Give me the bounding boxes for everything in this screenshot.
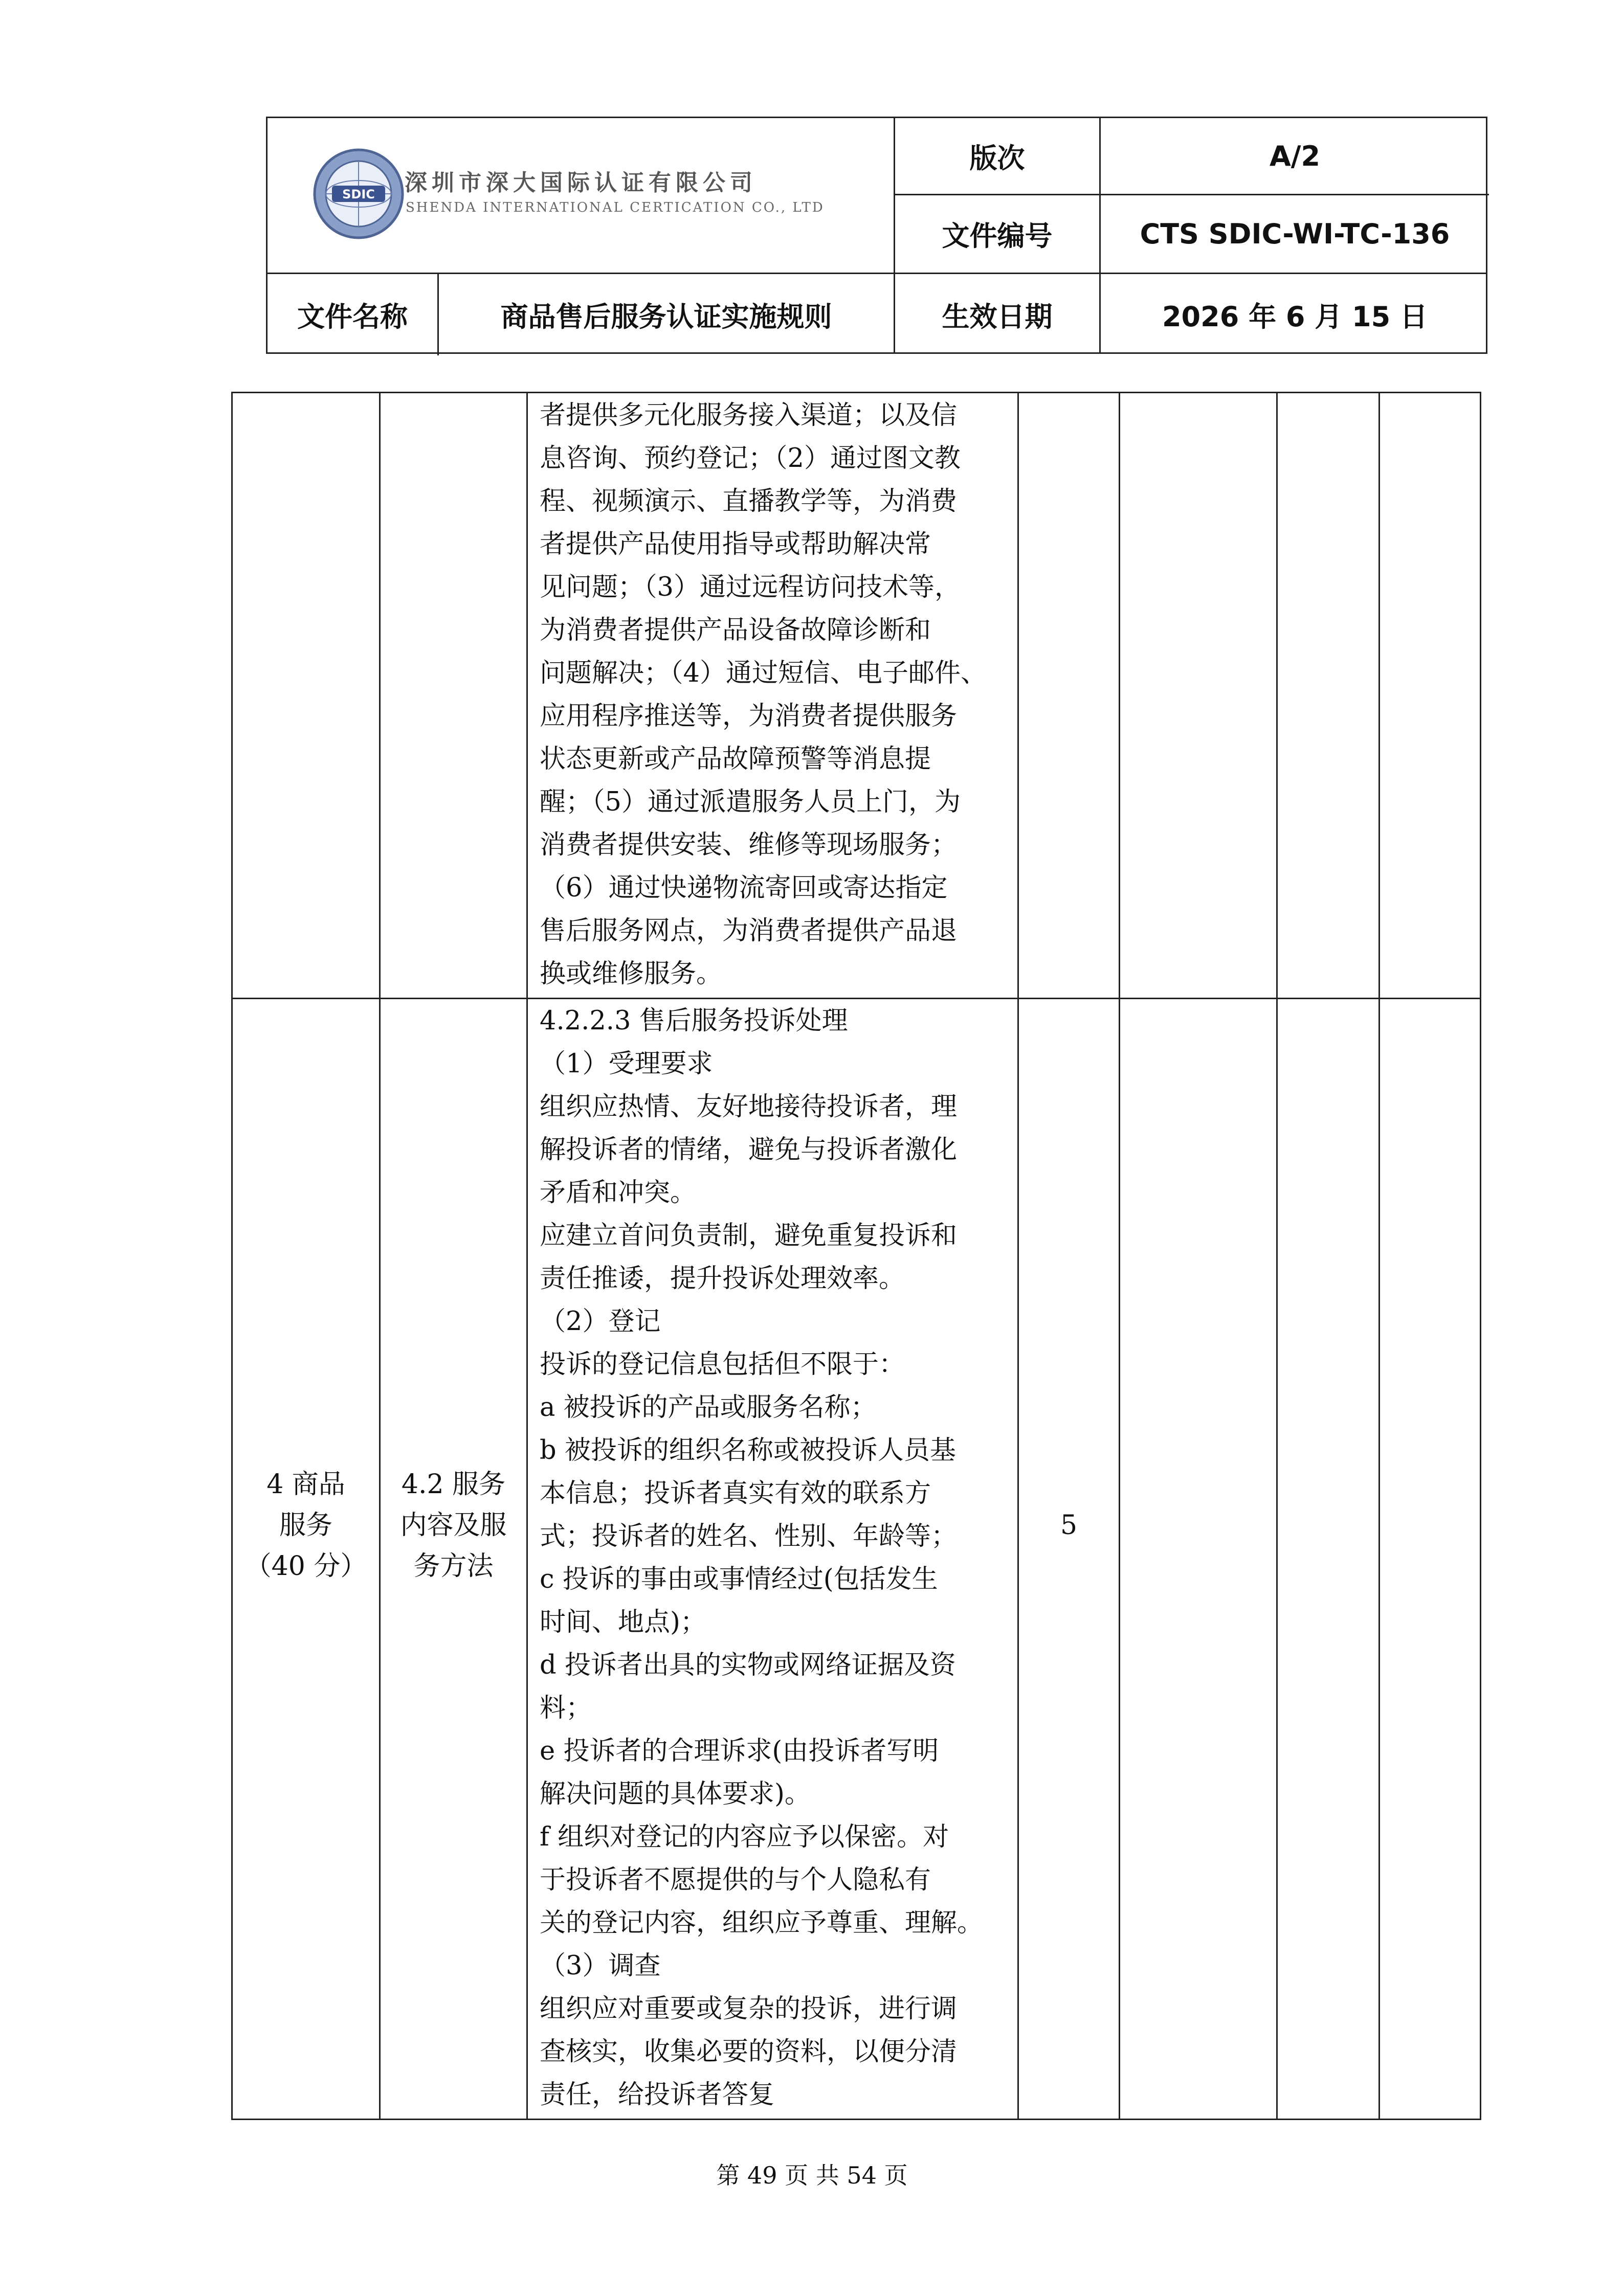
row1-content [540, 394, 987, 996]
text-line: （1）受理要求 [540, 1049, 713, 1079]
company-name-cn: 深圳市深大国际认证有限公司 [405, 170, 757, 196]
version-label: 版次 [969, 142, 1025, 174]
version-value: A/2 [1269, 140, 1321, 172]
text-line: 时间、地点)； [540, 1607, 706, 1637]
text-line: d 投诉者出具的实物或网络证据及资 [540, 1650, 956, 1680]
text-line: 投诉的登记信息包括但不限于： [540, 1349, 905, 1380]
company-logo [268, 118, 894, 273]
category-line: 服务 [279, 1510, 332, 1541]
text-line: （6）通过快递物流寄回或寄达指定 [540, 873, 948, 903]
table-divider [1276, 393, 1278, 2119]
doc-name-label: 文件名称 [297, 301, 408, 333]
row2-content [540, 1000, 983, 2117]
text-line: c 投诉的事由或事情经过(包括发生 [540, 1564, 938, 1594]
text-line: 组织应热情、友好地接待投诉者，理 [540, 1092, 958, 1122]
text-line: 醒；（5）通过派遣服务人员上门，为 [540, 787, 961, 817]
subcategory-line: 务方法 [413, 1551, 494, 1582]
text-line: 查核实，收集必要的资料，以便分清 [540, 2037, 958, 2067]
doc-name-value: 商品售后服务认证实施规则 [500, 301, 832, 333]
text-line: 状态更新或产品故障预警等消息提 [540, 744, 931, 774]
text-line: 见问题；（3）通过远程访问技术等， [540, 572, 961, 602]
text-line: 消费者提供安装、维修等现场服务； [540, 830, 958, 860]
text-line: e 投诉者的合理诉求(由投诉者写明 [540, 1736, 939, 1766]
effective-date-value: 2026 年 6 月 15 日 [1162, 301, 1428, 333]
subcategory-line: 4.2 服务 [401, 1469, 506, 1500]
text-line: 料； [540, 1693, 592, 1723]
text-line: （3）调查 [540, 1951, 661, 1981]
assessment-table [231, 392, 1481, 2120]
category-line: 4 商品 [266, 1469, 345, 1500]
doc-number-value: CTS SDIC-WI-TC-136 [1140, 218, 1450, 250]
category-cell [233, 1464, 379, 1587]
table-divider [1017, 393, 1019, 2119]
text-line: a 被投诉的产品或服务名称； [540, 1392, 877, 1423]
table-divider [1378, 393, 1380, 2119]
document-header [266, 117, 1487, 354]
company-name-en: SHENDA INTERNATIONAL CERTICATION CO., LTD [406, 200, 825, 215]
text-line: 矛盾和冲突。 [540, 1178, 697, 1208]
sdic-seal-icon [313, 148, 405, 240]
text-line: 应建立首问负责制，避免重复投诉和 [540, 1221, 958, 1251]
text-line: 关的登记内容，组织应予尊重、理解。 [540, 1908, 984, 1938]
text-line: 者提供产品使用指导或帮助解决常 [540, 529, 931, 559]
text-line: 本信息；投诉者真实有效的联系方 [540, 1478, 931, 1509]
text-line: 解投诉者的情绪，避免与投诉者激化 [540, 1135, 958, 1165]
table-divider [526, 393, 528, 2119]
page-number: 第 49 页 共 54 页 [716, 2162, 908, 2189]
text-line: 为消费者提供产品设备故障诊断和 [540, 615, 931, 645]
text-line: 换或维修服务。 [540, 959, 723, 989]
text-line: 责任，给投诉者答复 [540, 2080, 775, 2110]
text-line: 组织应对重要或复杂的投诉，进行调 [540, 1994, 958, 2024]
text-line: 责任推诿，提升投诉处理效率。 [540, 1264, 905, 1294]
subcategory-cell [381, 1464, 526, 1587]
text-line: 于投诉者不愿提供的与个人隐私有 [540, 1865, 931, 1895]
doc-number-label: 文件编号 [942, 220, 1053, 252]
effective-date-label: 生效日期 [942, 301, 1053, 333]
text-line: 解决问题的具体要求)。 [540, 1779, 811, 1809]
text-line: b 被投诉的组织名称或被投诉人员基 [540, 1435, 956, 1466]
score-value: 5 [1060, 1510, 1078, 1541]
text-line: 息咨询、预约登记；（2）通过图文教 [540, 443, 961, 474]
text-line: 4.2.2.3 售后服务投诉处理 [540, 1006, 848, 1036]
table-divider [1119, 393, 1120, 2119]
text-line: 售后服务网点，为消费者提供产品退 [540, 916, 958, 946]
table-divider [379, 393, 381, 2119]
text-line: 程、视频演示、直播教学等，为消费 [540, 486, 958, 516]
text-line: f 组织对登记的内容应予以保密。对 [540, 1822, 949, 1852]
subcategory-line: 内容及服 [400, 1510, 507, 1541]
logo-text: SDIC [342, 187, 375, 201]
text-line: 式；投诉者的姓名、性别、年龄等； [540, 1521, 958, 1551]
text-line: 者提供多元化服务接入渠道；以及信 [540, 400, 958, 431]
row-divider [233, 998, 1480, 999]
text-line: 问题解决；（4）通过短信、电子邮件、 [540, 658, 987, 688]
text-line: （2）登记 [540, 1307, 661, 1337]
category-line: （40 分） [244, 1551, 367, 1582]
text-line: 应用程序推送等，为消费者提供服务 [540, 701, 958, 731]
